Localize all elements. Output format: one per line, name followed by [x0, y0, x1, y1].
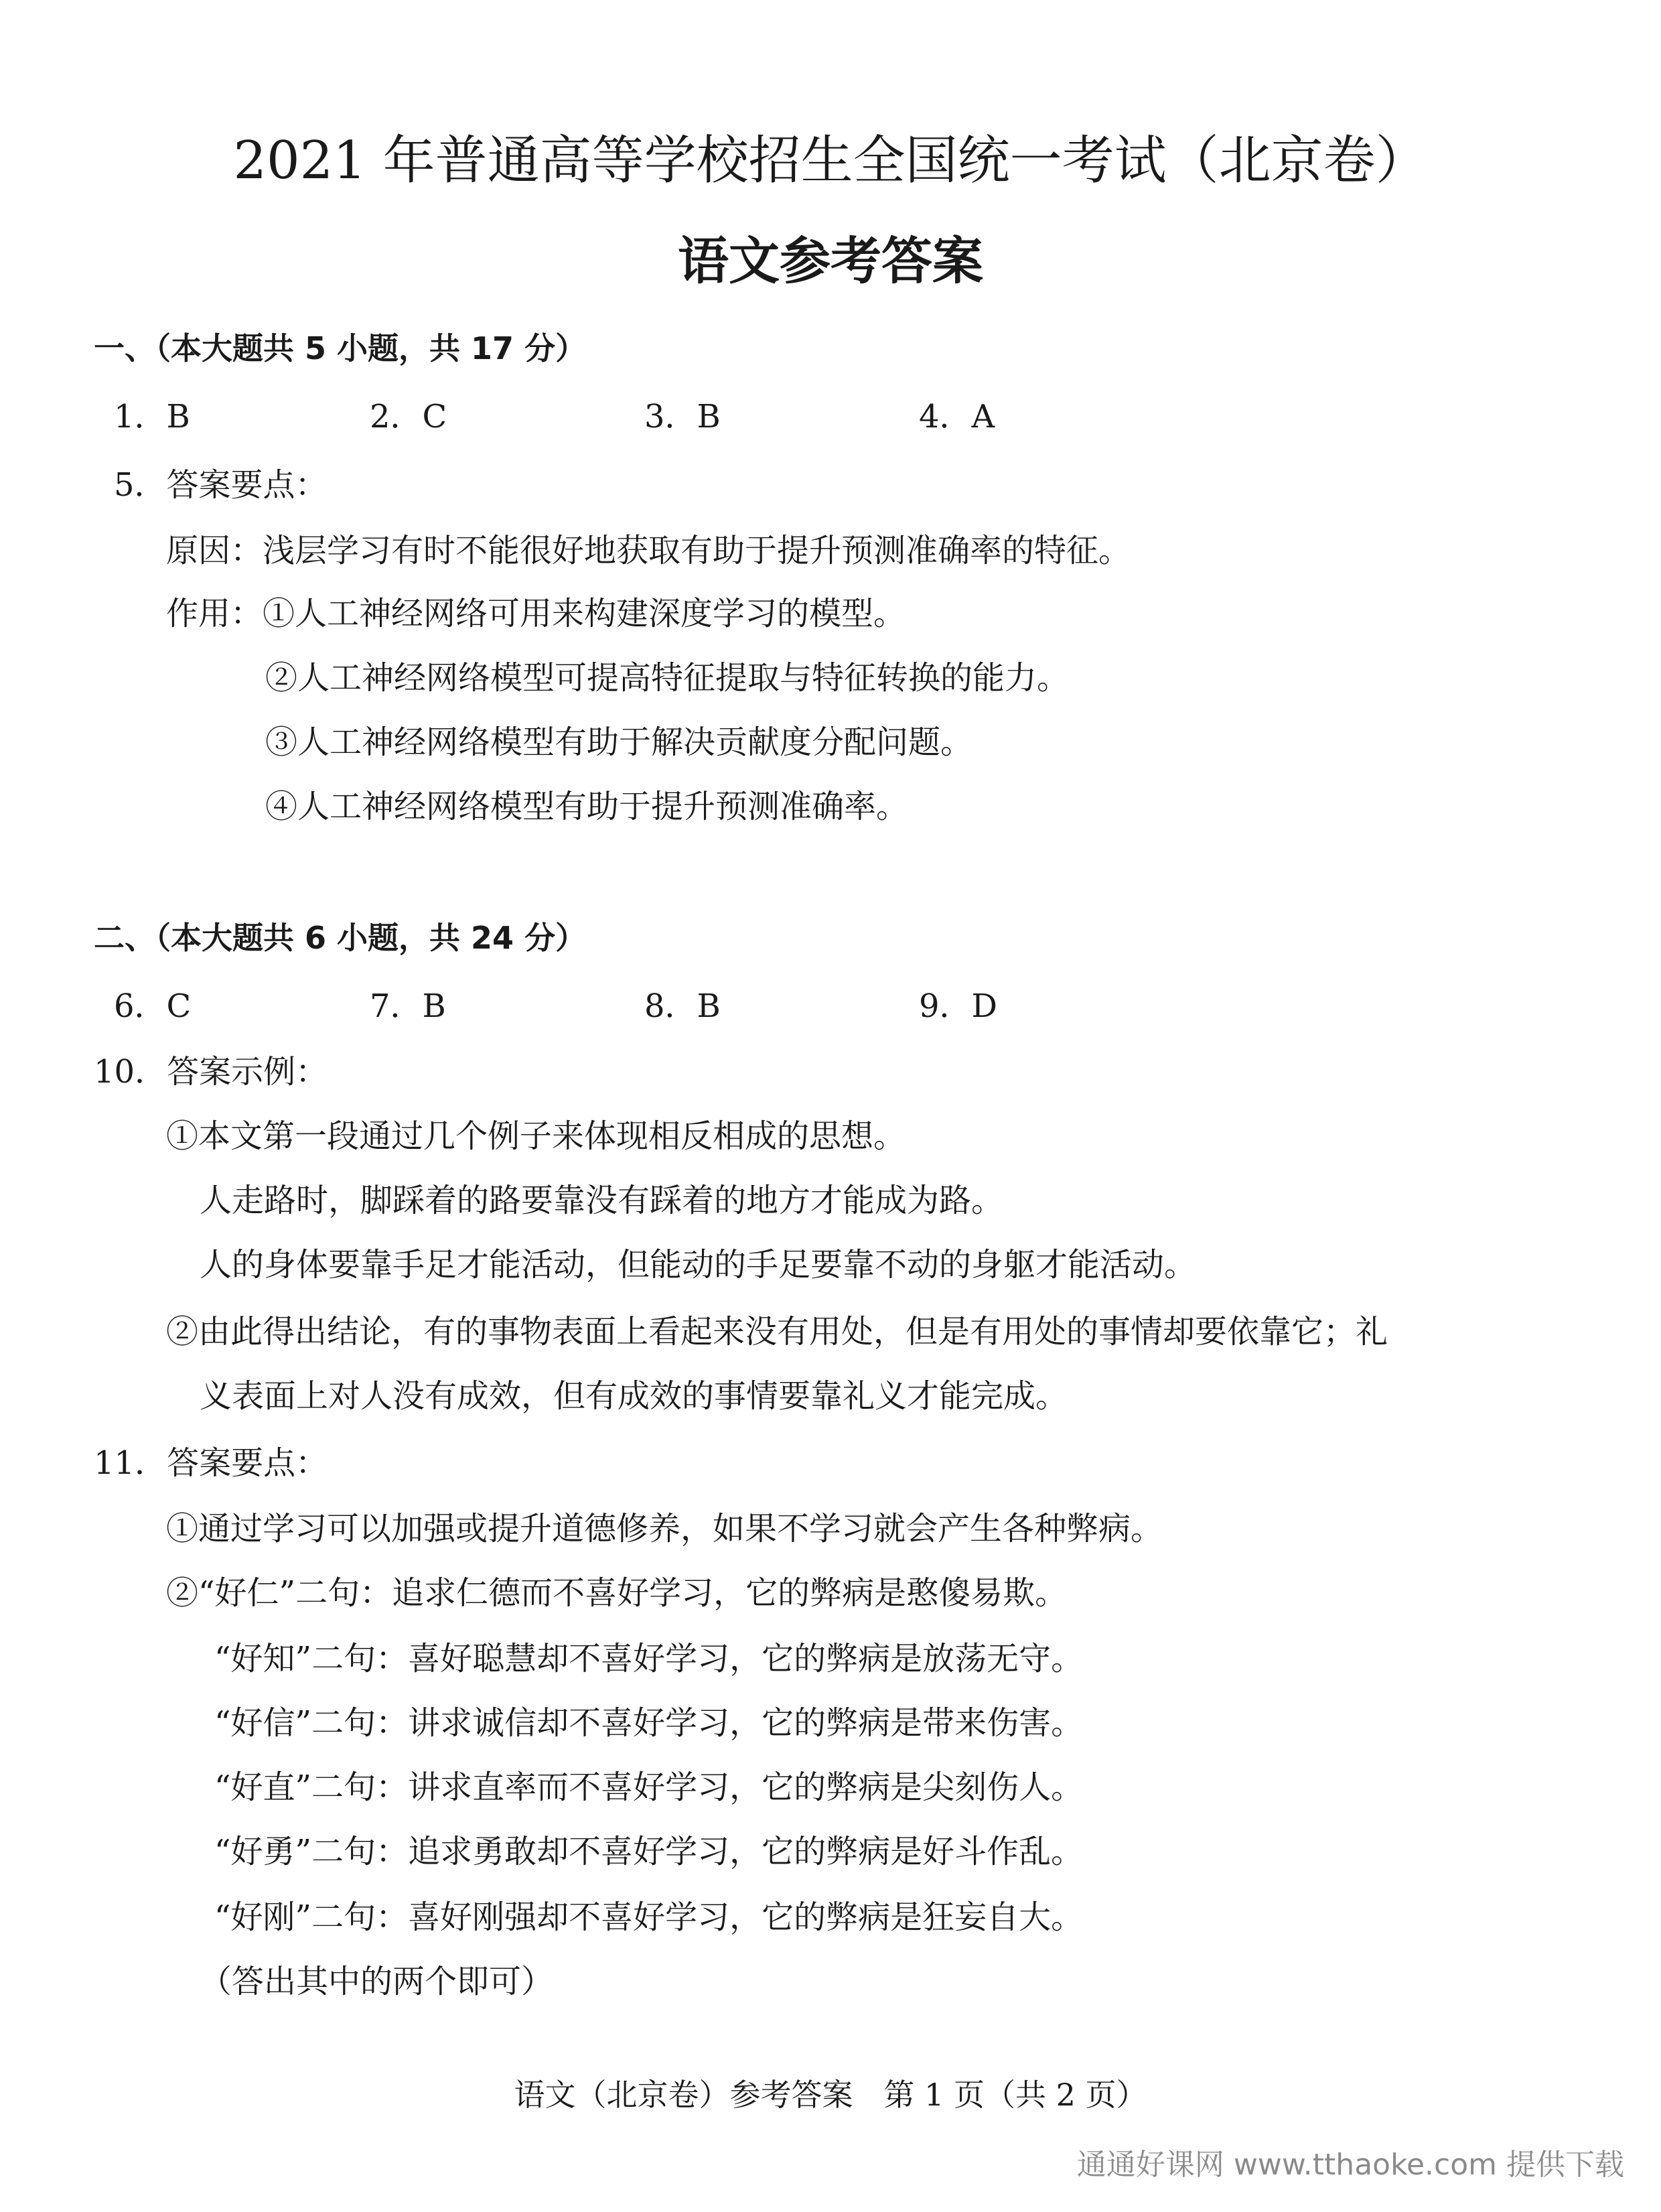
q11-line-5: “好直”二句：讲求直率而不喜好学习，它的弊病是尖刻伤人。 — [214, 1769, 1084, 1806]
q11-note: （答出其中的两个即可） — [200, 1963, 554, 2000]
q10-label: 10．答案示例： — [94, 1053, 328, 1091]
answer-q9: 9．D — [919, 987, 998, 1025]
answer-q6: 6．C — [114, 987, 192, 1025]
answer-q7: 7．B — [370, 987, 446, 1025]
q11-line-4: “好信”二句：讲求诚信却不喜好学习，它的弊病是带来伤害。 — [214, 1704, 1084, 1742]
q11-line-6: “好勇”二句：追求勇敢却不喜好学习，它的弊病是好斗作乱。 — [214, 1833, 1084, 1870]
answer-q8: 8．B — [644, 987, 721, 1025]
q5-reason: 原因：浅层学习有时不能很好地获取有助于提升预测准确率的特征。 — [166, 532, 1131, 569]
q5-effect-1: 作用：①人工神经网络可用来构建深度学习的模型。 — [166, 595, 906, 632]
q11-line-3: “好知”二句：喜好聪慧却不喜好学习，它的弊病是放荡无守。 — [214, 1640, 1084, 1677]
q11-label: 11．答案要点： — [94, 1444, 328, 1482]
q5-label: 5．答案要点： — [114, 466, 328, 504]
answer-q3: 3．B — [644, 398, 721, 435]
answer-q1: 1．B — [114, 398, 190, 435]
q11-line-1: ①通过学习可以加强或提升道德修养，如果不学习就会产生各种弊病。 — [166, 1510, 1163, 1547]
section-2-heading: 二、（本大题共 6 小题，共 24 分） — [94, 920, 587, 956]
watermark: 通通好课网 www.tthaoke.com 提供下载 — [1076, 2148, 1624, 2182]
q10-line-4: ②由此得出结论，有的事物表面上看起来没有用处，但是有用处的事情却要依靠它；礼 — [166, 1313, 1388, 1351]
page-footer: 语文（北京卷）参考答案 第 1 页（共 2 页） — [514, 2077, 1147, 2113]
q5-effect-3: ③人工神经网络模型有助于解决贡献度分配问题。 — [265, 723, 973, 761]
answer-q4: 4．A — [919, 398, 995, 435]
q11-line-2: ②“好仁”二句：追求仁德而不喜好学习，它的弊病是憨傻易欺。 — [166, 1574, 1068, 1612]
answer-q2: 2．C — [370, 398, 447, 435]
q10-line-2: 人走路时，脚踩着的路要靠没有踩着的地方才能成为路。 — [200, 1182, 1004, 1219]
q11-line-7: “好刚”二句：喜好刚强却不喜好学习，它的弊病是狂妄自大。 — [214, 1898, 1084, 1936]
q5-effect-2: ②人工神经网络模型可提高特征提取与特征转换的能力。 — [265, 659, 1070, 697]
exam-title: 2021 年普通高等学校招生全国统一考试（北京卷） — [233, 131, 1428, 191]
document-subtitle: 语文参考答案 — [678, 231, 983, 291]
q10-line-3: 人的身体要靠手足才能活动，但能动的手足要靠不动的身躯才能活动。 — [200, 1246, 1197, 1284]
q5-effect-4: ④人工神经网络模型有助于提升预测准确率。 — [265, 788, 909, 825]
q10-line-5: 义表面上对人没有成效，但有成效的事情要靠礼义才能完成。 — [200, 1377, 1068, 1415]
q10-line-1: ①本文第一段通过几个例子来体现相反相成的思想。 — [166, 1117, 906, 1155]
section-1-heading: 一、（本大题共 5 小题，共 17 分） — [94, 330, 587, 366]
